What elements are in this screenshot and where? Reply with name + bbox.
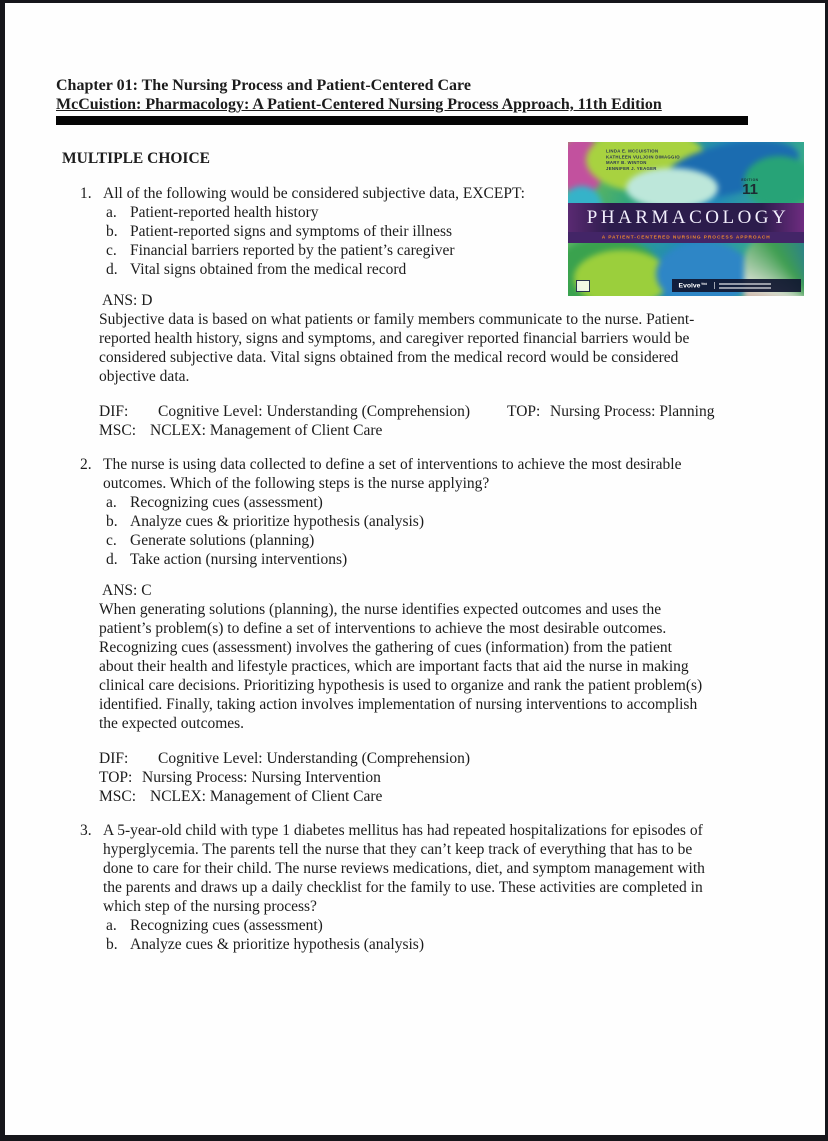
rationale-line: objective data. <box>99 368 190 385</box>
cover-title: PHARMACOLOGY <box>586 207 790 228</box>
edition-word: EDITION <box>741 178 759 182</box>
option-text: Patient-reported health history <box>130 204 319 221</box>
publisher-logo <box>576 280 590 292</box>
top-value: Nursing Process: Planning <box>550 403 715 420</box>
page-border-left <box>0 0 5 1141</box>
option-letter: a. <box>106 494 117 511</box>
top-row <box>99 768 748 787</box>
option-text: Generate solutions (planning) <box>130 532 315 549</box>
divider <box>714 282 715 289</box>
msc-value: NCLEX: Management of Client Care <box>150 788 383 805</box>
question-text-line: the parents and draws up a daily checklist for the family to use. These activities are completed in <box>103 879 703 896</box>
rationale-line: about their health and lifestyle practices, which are important facts that aid the nurse in making <box>99 658 689 675</box>
question-2 <box>62 455 748 569</box>
cover-bottom-band <box>672 279 801 292</box>
answer-block-2 <box>99 581 748 733</box>
option-b <box>103 512 748 531</box>
answer-line: ANS: C <box>102 582 152 599</box>
edition-number: 11 <box>742 181 758 198</box>
tags-block-2 <box>99 749 748 806</box>
msc-label: MSC: <box>99 422 137 439</box>
question-text-line: All of the following would be considered subjective data, EXCEPT: <box>103 185 525 202</box>
msc-label: MSC: <box>99 788 137 805</box>
option-letter: b. <box>106 223 118 240</box>
question-3 <box>62 821 748 954</box>
msc-row <box>99 787 748 806</box>
chapter-title: Chapter 01: The Nursing Process and Patient-Centered Care <box>56 77 471 94</box>
question-text-line: A 5-year-old child with type 1 diabetes mellitus has had repeated hospitalizations for episodes of <box>103 822 703 839</box>
option-text: Vital signs obtained from the medical record <box>130 261 407 278</box>
question-text-line: outcomes. Which of the following steps is the nurse applying? <box>103 475 490 492</box>
option-c <box>103 531 748 550</box>
question-text-line: The nurse is using data collected to define a set of interventions to achieve the most desirable <box>103 456 682 473</box>
dif-row <box>99 749 748 768</box>
msc-value: NCLEX: Management of Client Care <box>150 422 383 439</box>
cover-title-band <box>568 203 804 232</box>
cover-author: LINDA E. MCCUISTION <box>606 149 659 155</box>
answer-block-1 <box>99 291 748 386</box>
cover-art-swirl <box>626 168 718 208</box>
page-border-top <box>0 0 828 3</box>
option-a <box>103 916 748 935</box>
tags-block-1 <box>99 402 748 440</box>
cover-author: KATHLEEN VULJOIN DIMAGGIO <box>606 155 680 160</box>
option-text: Take action (nursing interventions) <box>130 551 348 568</box>
option-text: Financial barriers reported by the patient’s caregiver <box>130 242 455 259</box>
rationale-line: patient’s problem(s) to define a set of interventions to achieve the most desirable outcomes. <box>99 620 667 637</box>
question-number: 3. <box>80 822 92 839</box>
option-letter: d. <box>106 261 118 278</box>
question-list <box>62 180 748 954</box>
option-b <box>103 935 748 954</box>
option-a <box>103 493 748 512</box>
dif-value: Cognitive Level: Understanding (Comprehension) <box>158 403 471 420</box>
page-border-bottom <box>0 1135 828 1141</box>
option-letter: a. <box>106 204 117 221</box>
cover-subtitle: A PATIENT-CENTERED NURSING PROCESS APPROACH <box>601 235 771 240</box>
option-letter: a. <box>106 917 117 934</box>
question-number: 1. <box>80 185 92 202</box>
cover-subtitle-band <box>568 232 804 243</box>
option-text: Analyze cues & prioritize hypothesis (analysis) <box>130 513 424 530</box>
dif-label: DIF: <box>99 403 129 420</box>
top-value: Nursing Process: Nursing Intervention <box>142 769 381 786</box>
book-title: McCuistion: Pharmacology: A Patient-Centered Nursing Process Approach, 11th Edition <box>56 96 662 113</box>
question-text-line: hyperglycemia. The parents tell the nurse that they can’t keep track of everything that has to be <box>103 841 693 858</box>
dif-label: DIF: <box>99 750 129 767</box>
cover-fine-print <box>719 283 771 289</box>
msc-row <box>99 421 748 440</box>
evolve-logo: Evolve™ <box>678 281 708 289</box>
cover-authors <box>606 149 714 172</box>
option-text: Recognizing cues (assessment) <box>130 917 323 934</box>
option-text: Analyze cues & prioritize hypothesis (analysis) <box>130 936 424 953</box>
option-letter: b. <box>106 936 118 953</box>
rationale-line: When generating solutions (planning), the nurse identifies expected outcomes and uses the <box>99 601 662 618</box>
cover-author: JENNIFER J. YEAGER <box>606 167 657 172</box>
cover-author: MARY B. WINTON <box>606 161 647 166</box>
option-letter: c. <box>106 242 117 259</box>
option-text: Recognizing cues (assessment) <box>130 494 323 511</box>
option-d <box>103 550 748 569</box>
rationale-line: considered subjective data. Vital signs obtained from the medical record would be considered <box>99 349 679 366</box>
book-cover <box>568 142 804 296</box>
question-number: 2. <box>80 456 92 473</box>
chapter-header <box>56 76 748 125</box>
section-heading: MULTIPLE CHOICE <box>62 150 210 167</box>
option-letter: d. <box>106 551 118 568</box>
option-letter: b. <box>106 513 118 530</box>
answer-line: ANS: D <box>102 292 153 309</box>
top-label: TOP: <box>99 769 133 786</box>
question-text-line: which step of the nursing process? <box>103 898 317 915</box>
rationale-line: reported health history, signs and symptoms, and caregiver reported financial barriers would be <box>99 330 690 347</box>
rationale-line: identified. Finally, taking action involves implementation of nursing interventions to accomplish <box>99 696 698 713</box>
top-label: TOP: <box>507 403 541 420</box>
rationale-line: the expected outcomes. <box>99 715 245 732</box>
option-text: Patient-reported signs and symptoms of their illness <box>130 223 453 240</box>
rationale-line: clinical care decisions. Prioritizing hypothesis is used to organize and rank the patient problem(s) <box>99 677 703 694</box>
cover-edition <box>732 176 768 197</box>
dif-top-row <box>99 402 748 421</box>
dif-value: Cognitive Level: Understanding (Comprehension) <box>158 750 471 767</box>
header-divider-bar <box>56 116 748 125</box>
rationale-line: Subjective data is based on what patients or family members communicate to the nurse. Patient- <box>99 311 695 328</box>
question-text-line: done to care for their child. The nurse reviews medications, diet, and symptom management with <box>103 860 705 877</box>
rationale-line: Recognizing cues (assessment) involves the gathering of cues (information) from the patient <box>99 639 672 656</box>
option-letter: c. <box>106 532 117 549</box>
